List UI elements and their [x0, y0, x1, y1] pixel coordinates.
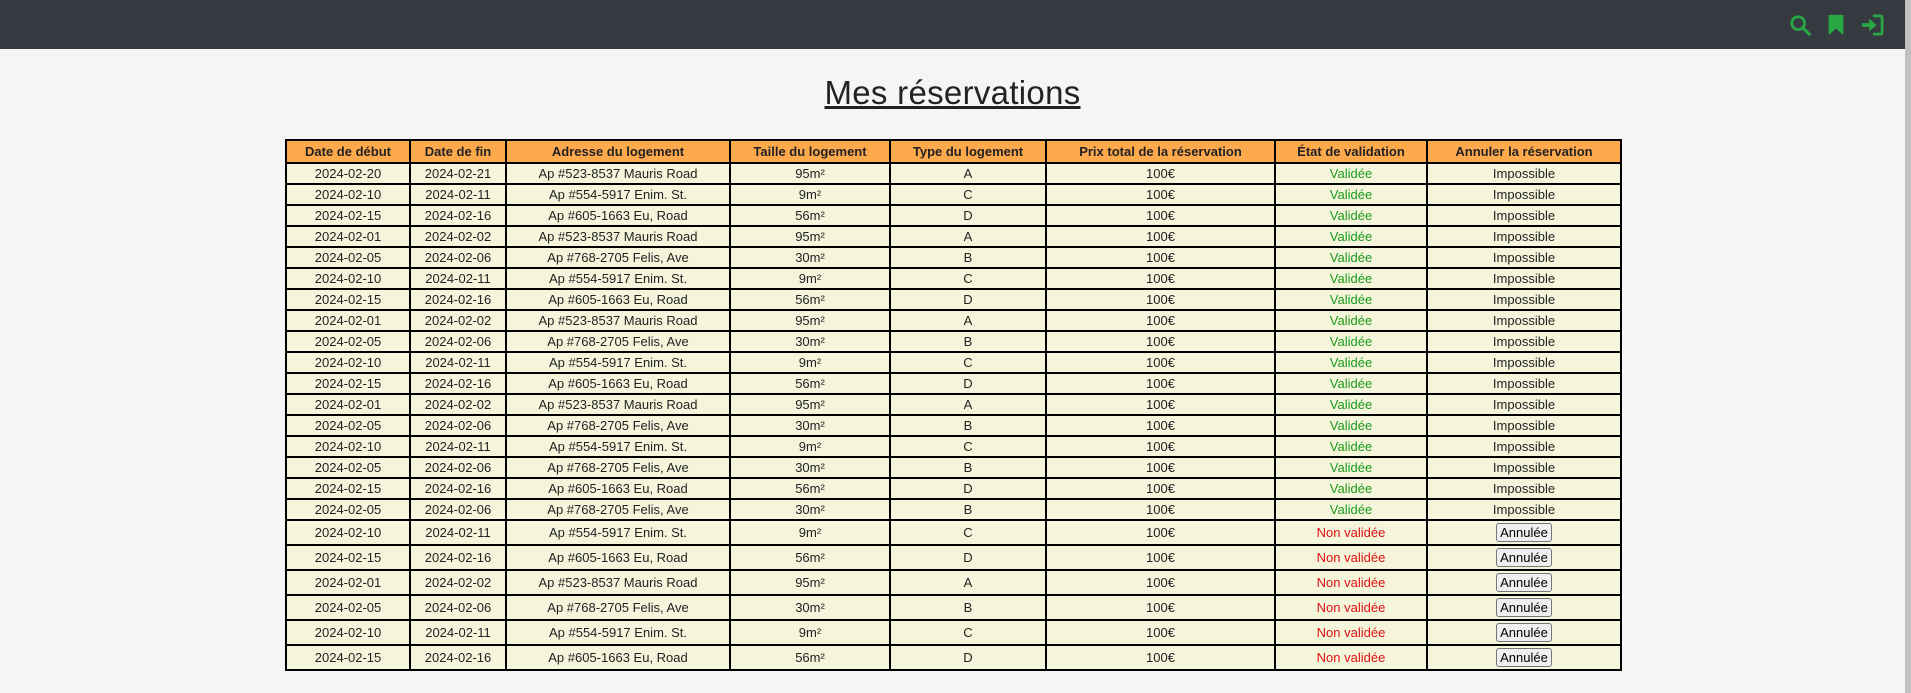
cancel-reservation-button[interactable]: Annulée [1496, 523, 1552, 542]
cell-start-date: 2024-02-05 [286, 415, 410, 436]
cell-validation-state: Non validée [1275, 645, 1427, 670]
cell-validation-state: Validée [1275, 331, 1427, 352]
cell-validation-state: Non validée [1275, 520, 1427, 545]
cell-type: B [890, 415, 1046, 436]
cell-cancel: Impossible [1427, 352, 1621, 373]
cell-type: D [890, 545, 1046, 570]
cell-type: B [890, 247, 1046, 268]
cell-address: Ap #768-2705 Felis, Ave [506, 247, 730, 268]
cell-cancel: Impossible [1427, 415, 1621, 436]
cell-end-date: 2024-02-16 [410, 289, 506, 310]
cell-start-date: 2024-02-10 [286, 268, 410, 289]
column-header-start-date: Date de début [286, 140, 410, 163]
cell-end-date: 2024-02-11 [410, 436, 506, 457]
cell-cancel [1427, 570, 1621, 595]
cell-start-date: 2024-02-10 [286, 352, 410, 373]
cell-address: Ap #554-5917 Enim. St. [506, 352, 730, 373]
table-row [286, 310, 1621, 331]
cell-end-date: 2024-02-02 [410, 226, 506, 247]
cell-total-price: 100€ [1046, 457, 1275, 478]
table-row [286, 268, 1621, 289]
scrollbar-thumb[interactable] [1905, 0, 1911, 693]
cell-size: 30m² [730, 457, 890, 478]
cell-validation-state: Validée [1275, 457, 1427, 478]
cell-end-date: 2024-02-16 [410, 645, 506, 670]
cell-validation-state: Validée [1275, 184, 1427, 205]
cell-cancel: Impossible [1427, 247, 1621, 268]
cell-address: Ap #523-8537 Mauris Road [506, 163, 730, 184]
cell-type: A [890, 570, 1046, 595]
table-row [286, 205, 1621, 226]
cell-size: 9m² [730, 352, 890, 373]
cell-total-price: 100€ [1046, 478, 1275, 499]
cell-end-date: 2024-02-11 [410, 184, 506, 205]
table-row [286, 226, 1621, 247]
cell-type: A [890, 226, 1046, 247]
cell-cancel: Impossible [1427, 436, 1621, 457]
table-row [286, 595, 1621, 620]
cell-validation-state: Validée [1275, 268, 1427, 289]
cell-address: Ap #605-1663 Eu, Road [506, 289, 730, 310]
cell-size: 56m² [730, 645, 890, 670]
cell-cancel: Impossible [1427, 184, 1621, 205]
cell-start-date: 2024-02-10 [286, 520, 410, 545]
cell-type: A [890, 310, 1046, 331]
cell-type: B [890, 499, 1046, 520]
cell-cancel: Impossible [1427, 499, 1621, 520]
cell-start-date: 2024-02-05 [286, 595, 410, 620]
cell-type: D [890, 478, 1046, 499]
cell-start-date: 2024-02-15 [286, 645, 410, 670]
cell-type: C [890, 184, 1046, 205]
table-row [286, 436, 1621, 457]
cell-size: 9m² [730, 436, 890, 457]
cell-address: Ap #554-5917 Enim. St. [506, 184, 730, 205]
cell-total-price: 100€ [1046, 499, 1275, 520]
cell-type: B [890, 595, 1046, 620]
cell-cancel [1427, 520, 1621, 545]
table-row [286, 415, 1621, 436]
cell-address: Ap #554-5917 Enim. St. [506, 268, 730, 289]
table-row [286, 394, 1621, 415]
cell-end-date: 2024-02-06 [410, 415, 506, 436]
cell-cancel: Impossible [1427, 478, 1621, 499]
cell-size: 56m² [730, 373, 890, 394]
cell-validation-state: Non validée [1275, 595, 1427, 620]
cell-validation-state: Validée [1275, 415, 1427, 436]
cell-start-date: 2024-02-10 [286, 184, 410, 205]
cell-total-price: 100€ [1046, 595, 1275, 620]
cell-type: B [890, 457, 1046, 478]
cell-address: Ap #768-2705 Felis, Ave [506, 331, 730, 352]
top-navbar [0, 0, 1905, 49]
cell-type: C [890, 520, 1046, 545]
cell-end-date: 2024-02-06 [410, 595, 506, 620]
cell-end-date: 2024-02-11 [410, 520, 506, 545]
table-row [286, 289, 1621, 310]
cell-cancel: Impossible [1427, 289, 1621, 310]
cell-size: 9m² [730, 620, 890, 645]
cell-type: D [890, 205, 1046, 226]
table-row [286, 520, 1621, 545]
cell-validation-state: Non validée [1275, 570, 1427, 595]
cell-size: 56m² [730, 545, 890, 570]
cell-start-date: 2024-02-15 [286, 373, 410, 394]
cell-total-price: 100€ [1046, 545, 1275, 570]
page-title: Mes réservations [824, 74, 1081, 111]
table-row [286, 545, 1621, 570]
cell-start-date: 2024-02-05 [286, 499, 410, 520]
cell-start-date: 2024-02-05 [286, 331, 410, 352]
cell-end-date: 2024-02-16 [410, 205, 506, 226]
cell-size: 30m² [730, 331, 890, 352]
cell-size: 30m² [730, 247, 890, 268]
cell-total-price: 100€ [1046, 620, 1275, 645]
table-row [286, 570, 1621, 595]
cell-validation-state: Validée [1275, 478, 1427, 499]
cell-start-date: 2024-02-20 [286, 163, 410, 184]
cancel-reservation-button[interactable]: Annulée [1496, 598, 1552, 617]
cell-size: 95m² [730, 226, 890, 247]
cell-address: Ap #605-1663 Eu, Road [506, 545, 730, 570]
cell-type: C [890, 436, 1046, 457]
cell-validation-state: Validée [1275, 205, 1427, 226]
cell-validation-state: Validée [1275, 310, 1427, 331]
cell-size: 56m² [730, 289, 890, 310]
cell-validation-state: Non validée [1275, 620, 1427, 645]
cell-end-date: 2024-02-21 [410, 163, 506, 184]
cell-start-date: 2024-02-15 [286, 478, 410, 499]
cell-total-price: 100€ [1046, 570, 1275, 595]
cell-total-price: 100€ [1046, 310, 1275, 331]
cell-address: Ap #768-2705 Felis, Ave [506, 595, 730, 620]
column-header-end-date: Date de fin [410, 140, 506, 163]
cell-total-price: 100€ [1046, 226, 1275, 247]
cell-size: 56m² [730, 478, 890, 499]
cell-cancel: Impossible [1427, 457, 1621, 478]
table-row [286, 478, 1621, 499]
cell-total-price: 100€ [1046, 163, 1275, 184]
table-header-row [286, 140, 1621, 163]
cancel-reservation-button[interactable]: Annulée [1496, 623, 1552, 642]
table-row [286, 352, 1621, 373]
column-header-cancel: Annuler la réservation [1427, 140, 1621, 163]
cell-size: 56m² [730, 205, 890, 226]
cell-size: 9m² [730, 268, 890, 289]
cell-end-date: 2024-02-06 [410, 331, 506, 352]
cell-address: Ap #768-2705 Felis, Ave [506, 415, 730, 436]
cell-end-date: 2024-02-16 [410, 545, 506, 570]
cell-validation-state: Validée [1275, 247, 1427, 268]
cell-type: A [890, 163, 1046, 184]
table-row [286, 163, 1621, 184]
cell-end-date: 2024-02-11 [410, 352, 506, 373]
cell-cancel: Impossible [1427, 268, 1621, 289]
cell-address: Ap #554-5917 Enim. St. [506, 520, 730, 545]
table-row [286, 184, 1621, 205]
cell-total-price: 100€ [1046, 373, 1275, 394]
cell-end-date: 2024-02-16 [410, 373, 506, 394]
cell-start-date: 2024-02-05 [286, 457, 410, 478]
cell-type: D [890, 645, 1046, 670]
cell-end-date: 2024-02-11 [410, 620, 506, 645]
cell-cancel: Impossible [1427, 226, 1621, 247]
cell-start-date: 2024-02-01 [286, 310, 410, 331]
cell-end-date: 2024-02-02 [410, 394, 506, 415]
cell-address: Ap #605-1663 Eu, Road [506, 205, 730, 226]
cell-type: D [890, 289, 1046, 310]
cell-end-date: 2024-02-11 [410, 268, 506, 289]
cell-validation-state: Validée [1275, 499, 1427, 520]
cell-total-price: 100€ [1046, 268, 1275, 289]
cell-address: Ap #523-8537 Mauris Road [506, 310, 730, 331]
search-icon[interactable] [1787, 12, 1813, 38]
cell-address: Ap #768-2705 Felis, Ave [506, 457, 730, 478]
cell-end-date: 2024-02-06 [410, 457, 506, 478]
table-row [286, 620, 1621, 645]
column-header-address: Adresse du logement [506, 140, 730, 163]
cell-total-price: 100€ [1046, 247, 1275, 268]
cell-size: 95m² [730, 310, 890, 331]
cell-total-price: 100€ [1046, 289, 1275, 310]
table-row [286, 499, 1621, 520]
cell-validation-state: Validée [1275, 289, 1427, 310]
cell-end-date: 2024-02-02 [410, 570, 506, 595]
cell-validation-state: Validée [1275, 394, 1427, 415]
cell-start-date: 2024-02-10 [286, 436, 410, 457]
cell-cancel: Impossible [1427, 205, 1621, 226]
cell-cancel: Impossible [1427, 331, 1621, 352]
cell-validation-state: Validée [1275, 352, 1427, 373]
cell-size: 95m² [730, 163, 890, 184]
cell-address: Ap #523-8537 Mauris Road [506, 226, 730, 247]
cell-start-date: 2024-02-01 [286, 394, 410, 415]
cell-type: A [890, 394, 1046, 415]
cell-cancel: Impossible [1427, 163, 1621, 184]
cell-address: Ap #554-5917 Enim. St. [506, 436, 730, 457]
page-scrollbar[interactable] [1905, 0, 1911, 693]
cell-cancel [1427, 595, 1621, 620]
cell-start-date: 2024-02-01 [286, 570, 410, 595]
cell-total-price: 100€ [1046, 436, 1275, 457]
cancel-reservation-button[interactable]: Annulée [1496, 548, 1552, 567]
cell-validation-state: Validée [1275, 226, 1427, 247]
cell-size: 9m² [730, 184, 890, 205]
cell-total-price: 100€ [1046, 205, 1275, 226]
cell-type: B [890, 331, 1046, 352]
cell-total-price: 100€ [1046, 184, 1275, 205]
cell-size: 95m² [730, 570, 890, 595]
cell-type: C [890, 352, 1046, 373]
cell-validation-state: Validée [1275, 373, 1427, 394]
cell-validation-state: Validée [1275, 436, 1427, 457]
cancel-reservation-button[interactable]: Annulée [1496, 648, 1552, 667]
cell-type: C [890, 268, 1046, 289]
cell-address: Ap #523-8537 Mauris Road [506, 570, 730, 595]
cell-size: 30m² [730, 595, 890, 620]
sign-in-icon[interactable] [1859, 12, 1885, 38]
cell-type: C [890, 620, 1046, 645]
table-row [286, 331, 1621, 352]
bookmark-icon[interactable] [1823, 12, 1849, 38]
cancel-reservation-button[interactable]: Annulée [1496, 573, 1552, 592]
cell-start-date: 2024-02-15 [286, 289, 410, 310]
cell-start-date: 2024-02-01 [286, 226, 410, 247]
cell-total-price: 100€ [1046, 645, 1275, 670]
cell-size: 30m² [730, 499, 890, 520]
cell-total-price: 100€ [1046, 520, 1275, 545]
cell-size: 30m² [730, 415, 890, 436]
cell-total-price: 100€ [1046, 415, 1275, 436]
column-header-validation-state: État de validation [1275, 140, 1427, 163]
navbar-icons [1787, 12, 1885, 38]
cell-address: Ap #605-1663 Eu, Road [506, 645, 730, 670]
cell-cancel [1427, 620, 1621, 645]
cell-total-price: 100€ [1046, 352, 1275, 373]
cell-end-date: 2024-02-06 [410, 247, 506, 268]
cell-end-date: 2024-02-02 [410, 310, 506, 331]
column-header-total-price: Prix total de la réservation [1046, 140, 1275, 163]
cell-start-date: 2024-02-15 [286, 205, 410, 226]
cell-end-date: 2024-02-16 [410, 478, 506, 499]
cell-cancel: Impossible [1427, 394, 1621, 415]
table-body [286, 163, 1621, 670]
cell-cancel: Impossible [1427, 310, 1621, 331]
cell-address: Ap #523-8537 Mauris Road [506, 394, 730, 415]
cell-address: Ap #768-2705 Felis, Ave [506, 499, 730, 520]
cell-address: Ap #605-1663 Eu, Road [506, 478, 730, 499]
cell-validation-state: Validée [1275, 163, 1427, 184]
cell-total-price: 100€ [1046, 331, 1275, 352]
cell-type: D [890, 373, 1046, 394]
reservations-table [285, 139, 1622, 671]
column-header-type: Type du logement [890, 140, 1046, 163]
cell-end-date: 2024-02-06 [410, 499, 506, 520]
table-row [286, 247, 1621, 268]
cell-validation-state: Non validée [1275, 545, 1427, 570]
cell-cancel: Impossible [1427, 373, 1621, 394]
cell-total-price: 100€ [1046, 394, 1275, 415]
cell-start-date: 2024-02-15 [286, 545, 410, 570]
cell-size: 95m² [730, 394, 890, 415]
table-row [286, 645, 1621, 670]
column-header-size: Taille du logement [730, 140, 890, 163]
cell-address: Ap #605-1663 Eu, Road [506, 373, 730, 394]
table-row [286, 373, 1621, 394]
cell-cancel [1427, 645, 1621, 670]
cell-cancel [1427, 545, 1621, 570]
cell-size: 9m² [730, 520, 890, 545]
cell-start-date: 2024-02-05 [286, 247, 410, 268]
cell-start-date: 2024-02-10 [286, 620, 410, 645]
cell-address: Ap #554-5917 Enim. St. [506, 620, 730, 645]
table-row [286, 457, 1621, 478]
